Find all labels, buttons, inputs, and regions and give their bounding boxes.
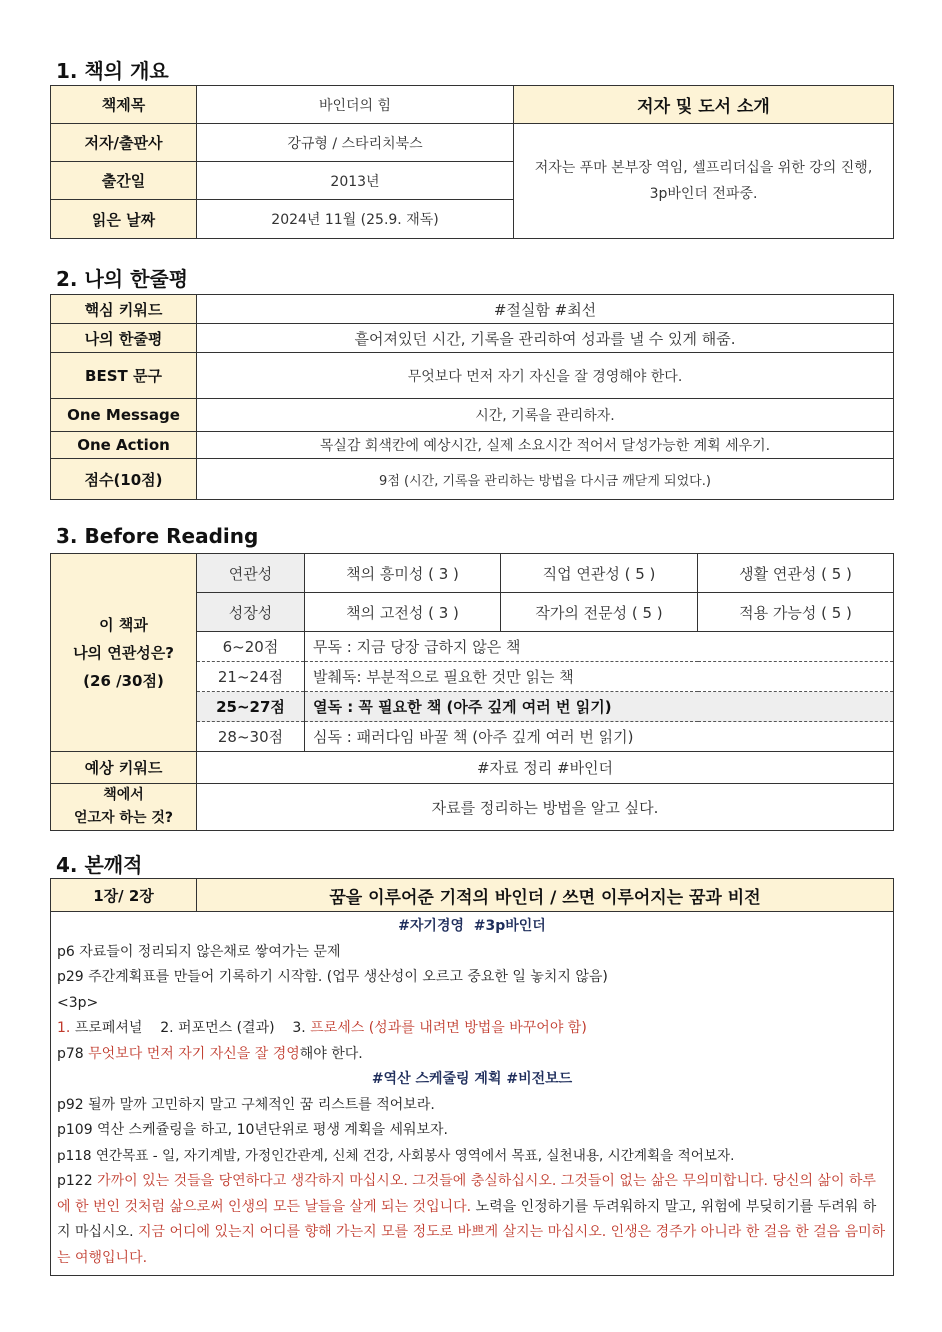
level-desc-selected: 열독 : 꼭 필요한 책 (아주 깊게 여러 번 읽기) [305,692,894,722]
intro-label: 저자 및 도서 소개 [514,86,894,124]
keyword-value: #절실함 #최선 [197,295,894,324]
section-title-overview: 1. 책의 개요 [56,59,169,83]
note-text: 해야 한다. [299,1045,363,1062]
review-table [50,294,894,500]
notes-table [50,878,894,1276]
author-value: 강규형 / 스타리치북스 [197,124,514,162]
relevance-label [51,554,197,752]
gain-line2: 얻고자 하는 것? [73,810,173,826]
section-title-notes: 4. 본깨적 [56,853,143,877]
note-text: p122 [57,1173,98,1189]
relevance-score: (26 /30점) [83,671,164,690]
note-red: 1. [57,1020,75,1036]
note-text: p78 [57,1045,89,1062]
overview-table [50,85,894,239]
level-desc: 심독 : 패러다임 바꿀 책 (아주 깊게 여러 번 읽기) [305,722,894,752]
note-line: p118 연간목표 - 일, 자기계발, 가정인간관계, 신체 건강, 사회봉사 영역에서 목표, 실천내용, 시간계획을 적어보자. [57,1147,735,1164]
tag-line: #자기경영 #3p바인더 [398,918,546,934]
notes-body [51,912,894,1276]
note-line: p29 주간계획표를 만들어 기록하기 시작함. (업무 생산성이 오르고 중요한 일 놓치지 않음) [57,969,608,985]
note-line: p6 자료들이 정리되지 않은채로 쌓여가는 문제 [57,943,341,960]
life-relevance-score: 생활 연관성 ( 5 ) [698,554,894,593]
chapter-label: 1장/ 2장 [51,879,197,912]
note-line: p92 될까 말까 고민하지 말고 구체적인 꿈 리스트를 적어보라. [57,1096,435,1113]
score-value: 9점 (시간, 기록을 관리하는 방법을 다시금 깨닫게 되었다.) [197,459,894,500]
note-red: 지금 어디에 있는지 어디를 향해 가는지 모를 정도로 바쁘게 살지는 마십시오. 인생은 경주가 아니라 한 걸음 한 걸음 음미하는 여행입니다. [57,1224,886,1266]
book-title-label: 책제목 [51,86,197,124]
read-date-label: 읽은 날짜 [51,200,197,239]
relevance-cat: 연관성 [197,554,305,593]
job-relevance-score: 직업 연관성 ( 5 ) [501,554,698,593]
pub-date-value: 2013년 [197,162,514,200]
intro-text: 저자는 푸마 본부장 역임, 셀프리더십을 위한 강의 진행, 3p바인더 전파중. [514,124,894,239]
pub-date-label: 출간일 [51,162,197,200]
expected-keyword-label: 예상 키워드 [51,752,197,784]
before-reading-table [50,553,894,831]
gain-label [51,784,197,831]
tag-line: #역산 스케줄링 계획 #비전보드 [371,1071,573,1087]
gain-value: 자료를 정리하는 방법을 알고 싶다. [197,784,894,831]
growth-cat: 성장성 [197,593,305,632]
oneline-label: 나의 한줄평 [51,324,197,353]
level-range: 28~30점 [197,722,305,752]
action-label: One Action [51,432,197,459]
level-range-selected: 25~27점 [197,692,305,722]
expected-keyword-value: #자료 정리 #바인더 [197,752,894,784]
note-red: 프로세스 (성과를 내려면 방법을 바꾸어야 함) [310,1020,587,1036]
note-text: 프로페셔널 2. 퍼포먼스 (결과) 3. [74,1020,311,1036]
applicability-score: 적용 가능성 ( 5 ) [698,593,894,632]
note-text: 노력을 인정하기를 두려워하지 말고, 위험에 부딪히기를 두려워 하지 마십시오. [57,1198,877,1240]
expertise-score: 작가의 전문성 ( 5 ) [501,593,698,632]
relevance-line2: 나의 연관성은? [73,643,174,662]
gain-line1: 책에서 [103,787,144,803]
interest-score: 책의 흥미성 ( 3 ) [305,554,501,593]
note-red: 무엇보다 먼저 자기 자신을 잘 경영 [88,1045,300,1062]
oneline-value: 흩어져있던 시간, 기록을 관리하여 성과를 낼 수 있게 해줌. [197,324,894,353]
note-line [57,1016,887,1042]
level-range: 21~24점 [197,662,305,692]
note-line: <3p> [57,994,99,1011]
chapter-title: 꿈을 이루어준 기적의 바인더 / 쓰면 이루어지는 꿈과 비전 [197,879,894,912]
note-line: p109 역산 스케쥴링을 하고, 10년단위로 평생 계획을 세워보자. [57,1122,449,1138]
read-date-value: 2024년 11월 (25.9. 재독) [197,200,514,239]
section-title-review: 2. 나의 한줄평 [56,267,189,291]
note-paragraph [57,1169,887,1271]
level-desc: 발췌독: 부분적으로 필요한 것만 읽는 책 [305,662,894,692]
keyword-label: 핵심 키워드 [51,295,197,324]
classic-score: 책의 고전성 ( 3 ) [305,593,501,632]
note-line [57,1042,887,1068]
action-value: 목실감 회색칸에 예상시간, 실제 소요시간 적어서 달성가능한 계획 세우기. [197,432,894,459]
book-title-value: 바인더의 힘 [197,86,514,124]
level-desc: 무독 : 지금 당장 급하지 않은 책 [305,632,894,662]
best-value: 무엇보다 먼저 자기 자신을 잘 경영해야 한다. [197,353,894,399]
author-label: 저자/출판사 [51,124,197,162]
section-title-before-reading: 3. Before Reading [56,524,259,548]
level-range: 6~20점 [197,632,305,662]
best-label: BEST 문구 [51,353,197,399]
relevance-line1: 이 책과 [99,615,148,634]
message-label: One Message [51,399,197,432]
score-label: 점수(10점) [51,459,197,500]
message-value: 시간, 기록을 관리하자. [197,399,894,432]
note-red: 가까이 있는 것들을 당연하다고 생각하지 마십시오. 그것들에 충실하십시오. 그것들이 없는 삶은 무의미합니다. 당신의 삶이 하루에 한 번인 것처럼 삶으로써 인생의 모든 날들을 살게 되는 것입니다. [57,1173,876,1215]
